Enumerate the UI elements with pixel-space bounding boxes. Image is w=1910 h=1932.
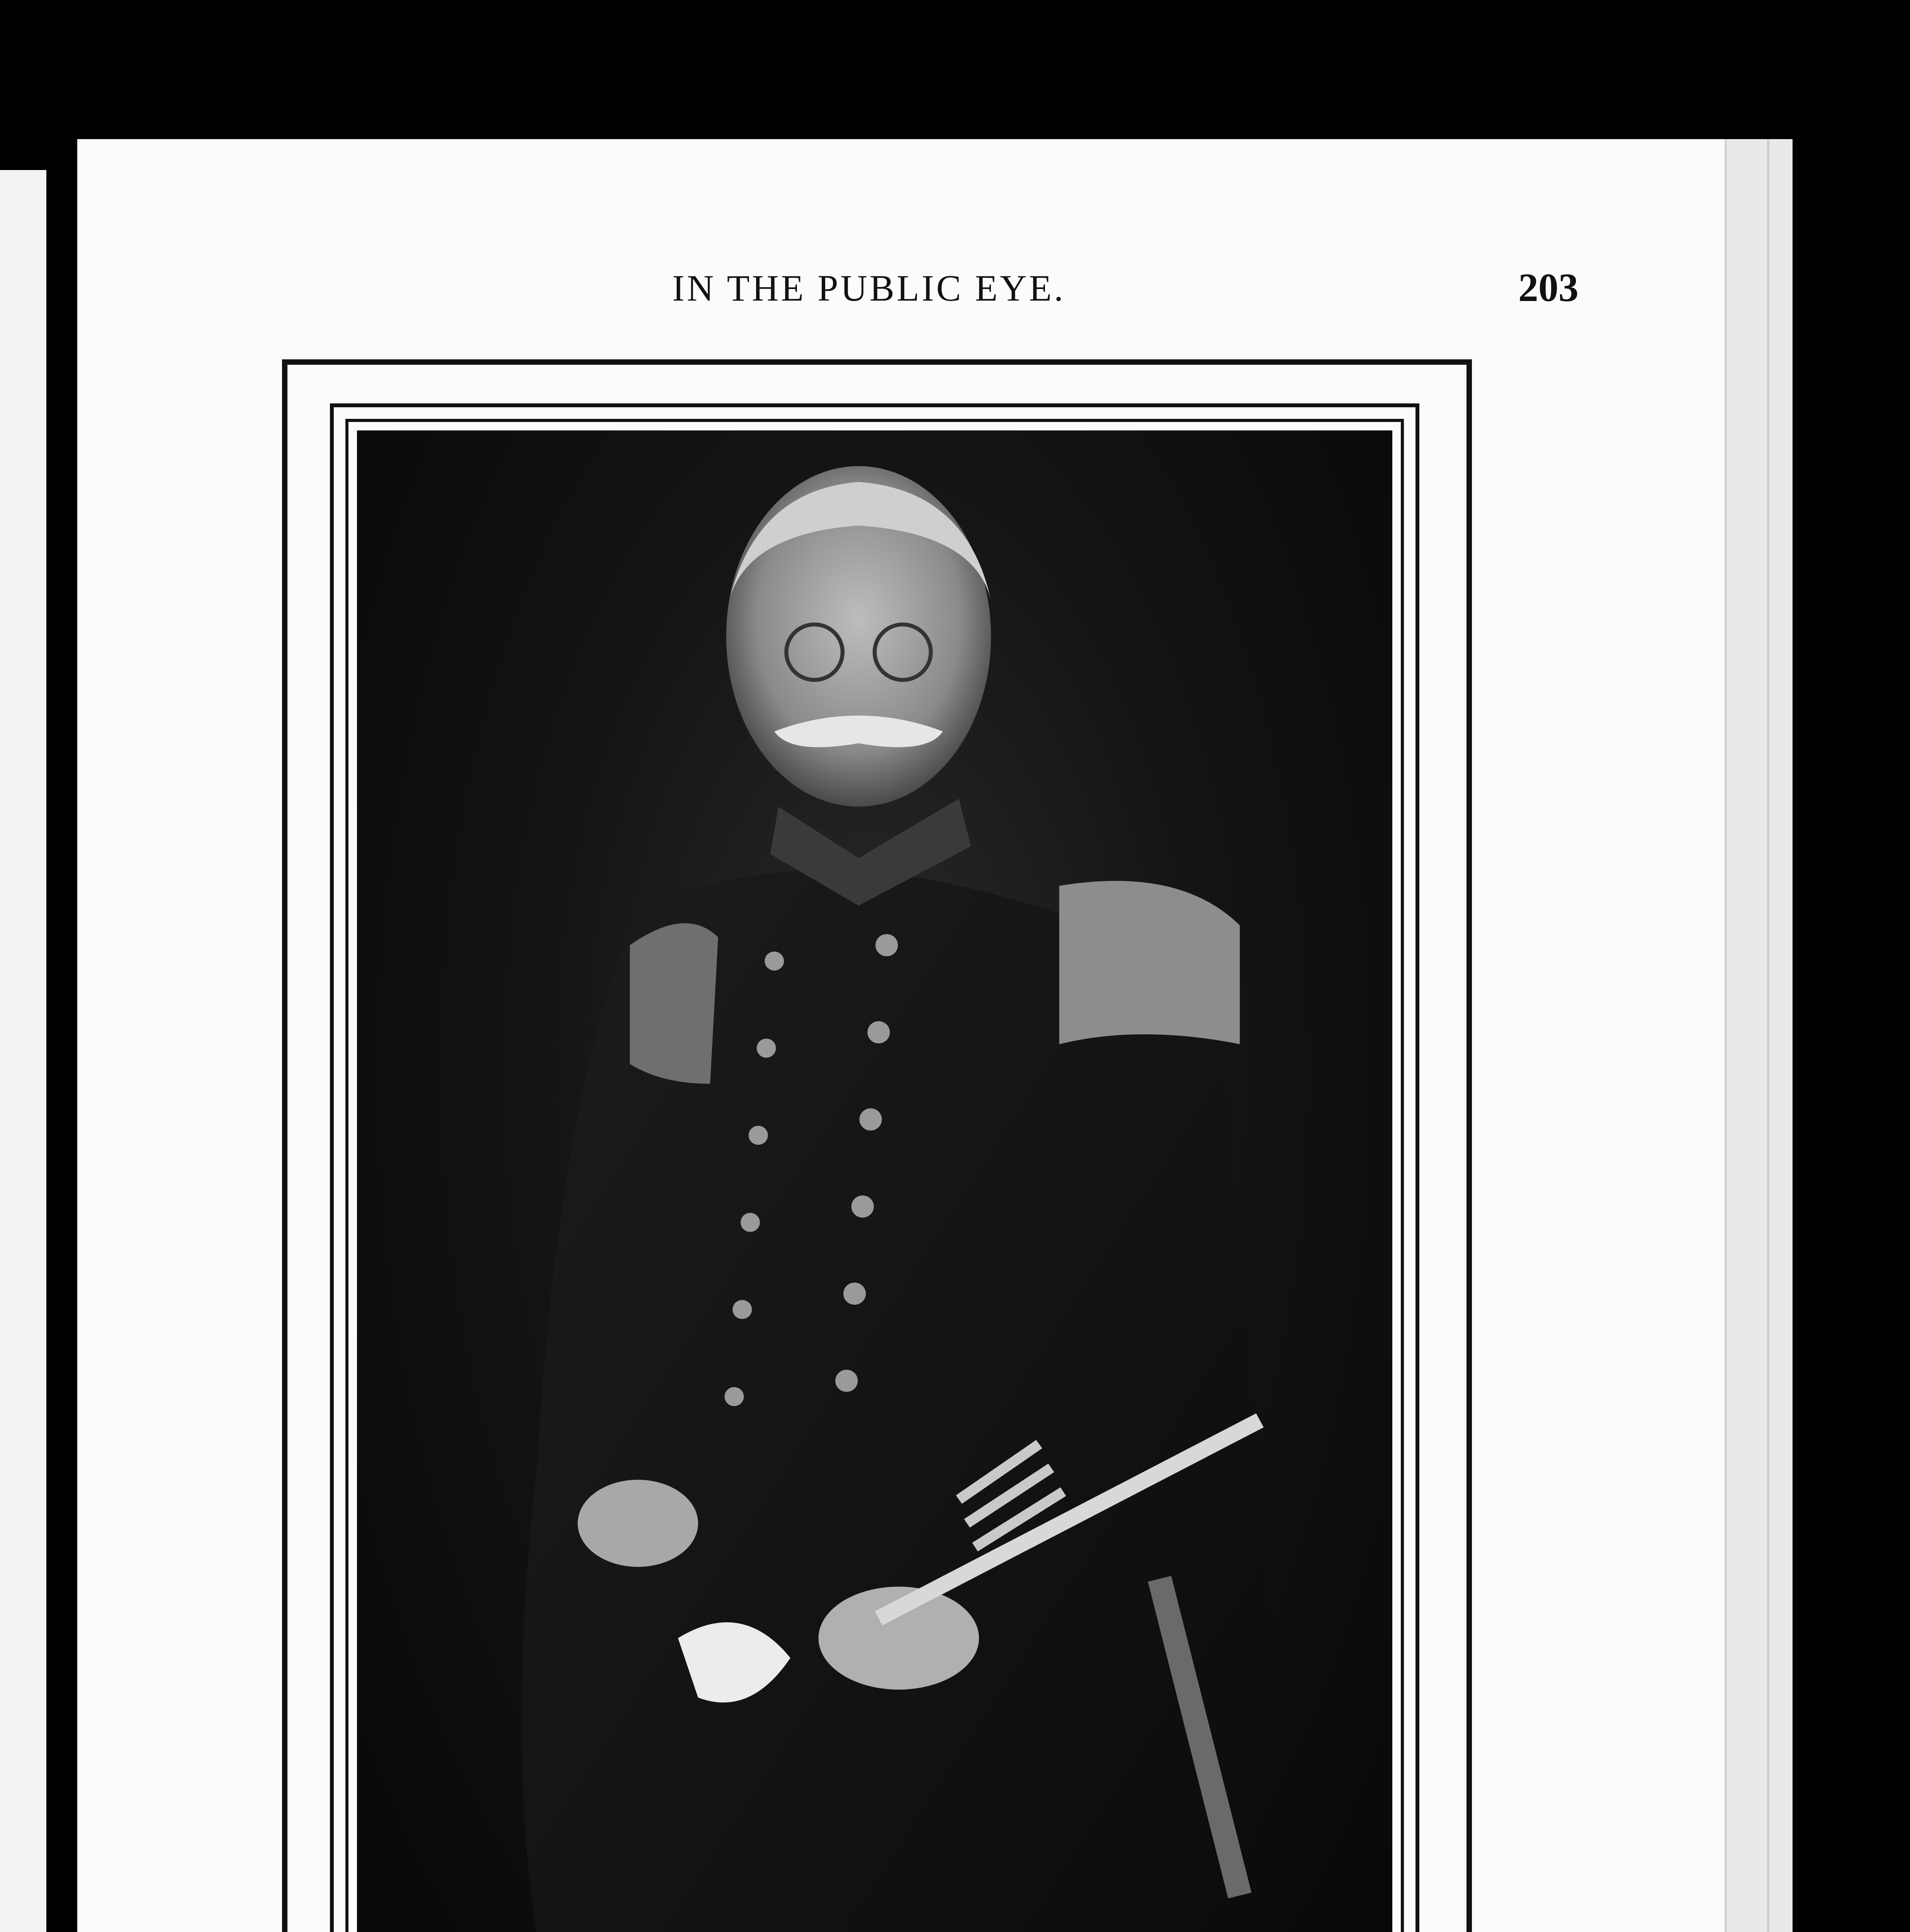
page-number: 203 [1518,265,1579,310]
running-title: IN THE PUBLIC EYE. [672,267,1066,309]
photo-plate-inner-frame [330,403,1419,1932]
magazine-page [77,139,1793,1932]
photo-plate-frame [282,359,1472,1932]
page-edge-stack [1725,139,1793,1932]
portrait-photograph [357,430,1392,1932]
admiral-portrait-illustration [357,430,1392,1932]
previous-page-edge [0,170,46,1932]
page-edge-line [1767,139,1769,1932]
